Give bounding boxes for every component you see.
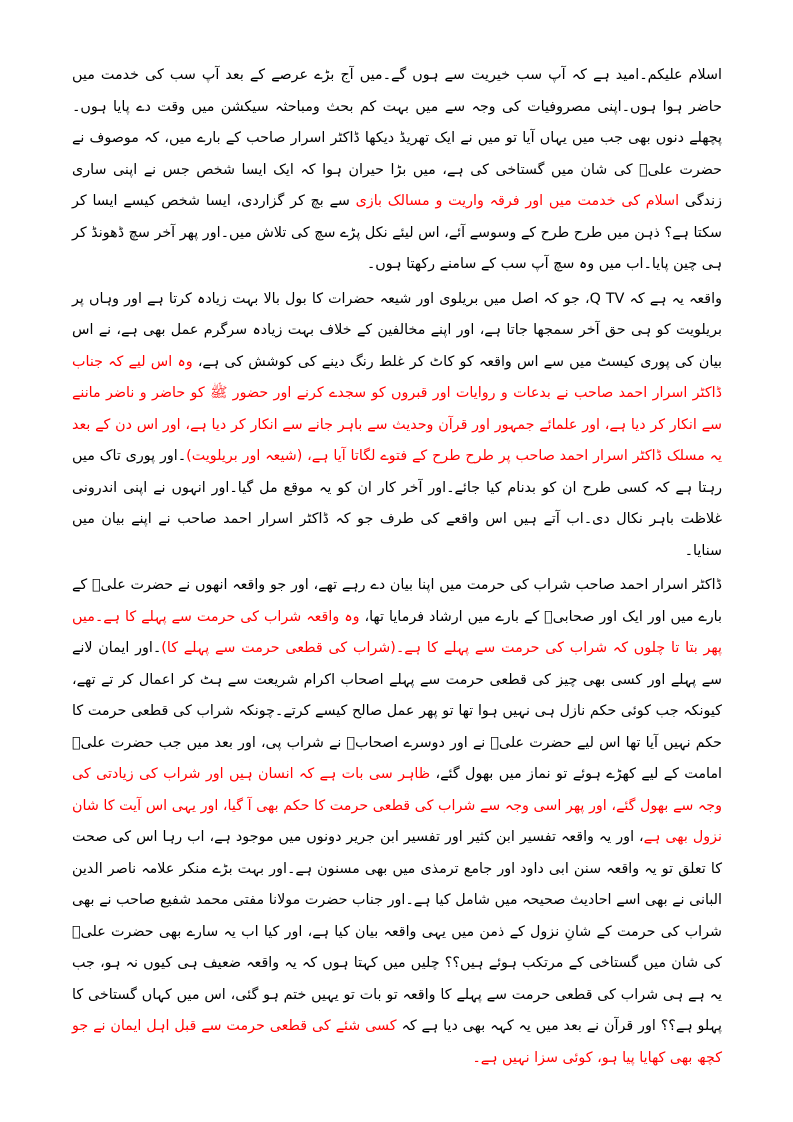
paragraph-incident: [72, 570, 722, 1074]
paragraph-intro: [72, 60, 722, 281]
highlighted-text: اسلام کی خدمت میں اور فرقہ واریت و مسالک بازی: [355, 193, 680, 209]
text-segment: سے بچ کر گزاردی، ایسا شخص کیسے ایسا کر سکتا ہے؟ ذہن میں طرح طرح کے وسوسے آئے، اس لیئے نکل پڑے سچ کی تلاش میں۔اور پھر آخر سچ ڈھونڈ کر ہی چین پایا۔اب میں وہ سچ آپ سب کے سامنے رکھتا ہوں۔: [72, 193, 722, 272]
text-segment: ، اور یہ واقعہ تفسیر ابن کثیر اور تفسیر ابن جریر دونوں میں موجود ہے، اب رہا اس کی صحت کا تعلق تو یہ واقعہ سنن ابی داود اور جامع ترمذی میں بھی مسنون ہے۔اور بہت بڑے منکر علامہ ناصر الدین البانی نے بھی اسے احادیث صحیحہ میں شامل کیا ہے۔اور جناب حضرت مولانا مفتی محمد شفیع صاحب نے بھی شراب کی حرمت کے شانِ نزول کے ذمن میں یہی واقعہ بیان کیا ہے، اور کیا اب یہ سارے بھی حضرت علیؓ کی شان میں گستاخی کے مرتکب ہوئے ہیں؟؟ چلیں میں کہتا ہوں کہ یہ واقعہ ضعیف ہی کیوں نہ ہو، جب یہ ہے ہی شراب کی قطعی حرمت سے پہلے کا واقعہ تو بات تو یہیں ختم ہو گئی، اس میں کہاں گستاخی کا پہلو ہے؟؟ اور قرآن نے بعد میں یہ کہہ بھی دیا ہے کہ: [72, 829, 722, 1034]
text-segment: واقعہ یہ ہے کہ Q TV، جو کہ اصل میں بریلوی اور شیعہ حضرات کا بول بالا بہت زیادہ کرتا ہے اور وہاں پر بریلویت کو ہی حق آخر سمجھا جاتا ہے، اور اپنے مخالفین کے خلاف بہت زیادہ سرگرم عمل بھی ہے، نے اس بیان کی پوری کیسٹ میں سے اس واقعہ کو کاٹ کر غلط رنگ دینے کی کوشش کی ہے،: [72, 290, 722, 370]
highlighted-text: وہ اس لیے کہ جناب ڈاکٹر اسرار احمد صاحب نے بدعات و روایات اور قبروں کو سجدے کرنے اور حضور ﷺ کو حاضر و ناضر ماننے سے انکار کر دیا ہے، اور علمائے جمہور اور قرآن وحدیث سے باہر جانے سے انکار کر دیا ہے، اور اس دن کے بعد یہ مسلک ڈاکٹر اسرار احمد صاحب پر طرح طرح کے فتوے لگاتا آیا ہے، (شیعہ اور بریلویت): [72, 353, 722, 464]
text-segment: ۔اور پوری تاک میں رہتا ہے کہ کسی طرح ان کو بدنام کیا جائے۔اور آخر کار ان کو یہ موقع مل گیا۔اور انہوں نے اپنی اندرونی غلاظت باہر نکال دی۔اب آتے ہیں اس واقعے کی طرف جو کہ ڈاکٹر اسرار احمد صاحب نے اپنے بیان میں سنایا۔: [72, 448, 722, 559]
document-body: [72, 60, 722, 1077]
highlighted-text: وہ واقعہ شراب کی حرمت سے پہلے کا ہے۔میں پھر بتا تا چلوں کہ شراب کی حرمت سے پہلے کا ہے۔(شراب کی قطعی حرمت سے پہلے کا): [72, 608, 722, 656]
highlighted-text: کسی شئے کی قطعی حرمت سے قبل اہل ایمان نے جو کچھ بھی کھایا پیا ہو، کوئی سزا نہیں ہے۔: [72, 1018, 722, 1066]
paragraph-qtv: [72, 284, 722, 568]
text-segment: اسلام علیکم۔امید ہے کہ آپ سب خیریت سے ہوں گے۔میں آج بڑے عرصے کے بعد آپ سب کی خدمت میں حاضر ہوا ہوں۔اپنی مصروفیات کی وجہ سے میں بہت کم بحث ومباحثہ سیکشن میں وقت دے پایا ہوں۔پچھلے دنوں بھی جب میں یہاں آیا تو میں نے ایک تھریڈ دیکھا ڈاکٹر اسرار صاحب کے بارے میں، کہ موصوف نے حضرت علیؓ کی شان میں گستاخی کی ہے، میں بڑا حیران ہوا کہ ایک ایسا شخص جس نے اپنی ساری زندگی: [72, 67, 723, 209]
highlighted-text: ظاہر سی بات ہے کہ انسان ہیں اور شراب کی زیادتی کی وجہ سے بھول گئے، اور پھر اسی وجہ سے شراب کی قطعی حرمت کا حکم بھی آ گیا، اور یہی اس آیت کا شان نزول بھی ہے: [72, 766, 722, 845]
text-segment: ۔اور ایمان لانے سے پہلے اور کسی بھی چیز کی قطعی حرمت سے پہلے اصحاب اکرام شریعت سے ہٹ کر اعمال کر تے تھے، کیونکہ جب کوئی حکم نازل ہی نہیں ہوا تھا تو پھر عمل صالح کیسے کرتے۔چونکہ شراب کی قطعی حرمت کا حکم نہیں آیا تھا اس لیے حضرت علیؓ نے اور دوسرے اصحابؓ نے شراب پی، اور بعد میں جب حضرت علیؓ امامت کے لیے کھڑے ہوئے تو نماز میں بھول گئے،: [72, 640, 722, 782]
text-segment: ڈاکٹر اسرار احمد صاحب شراب کی حرمت میں اپنا بیان دے رہے تھے، اور جو واقعہ انھوں نے حضرت علیؓ کے بارے میں اور ایک اور صحابیؓ کے بارے میں ارشاد فرمایا تھا،: [72, 577, 722, 625]
